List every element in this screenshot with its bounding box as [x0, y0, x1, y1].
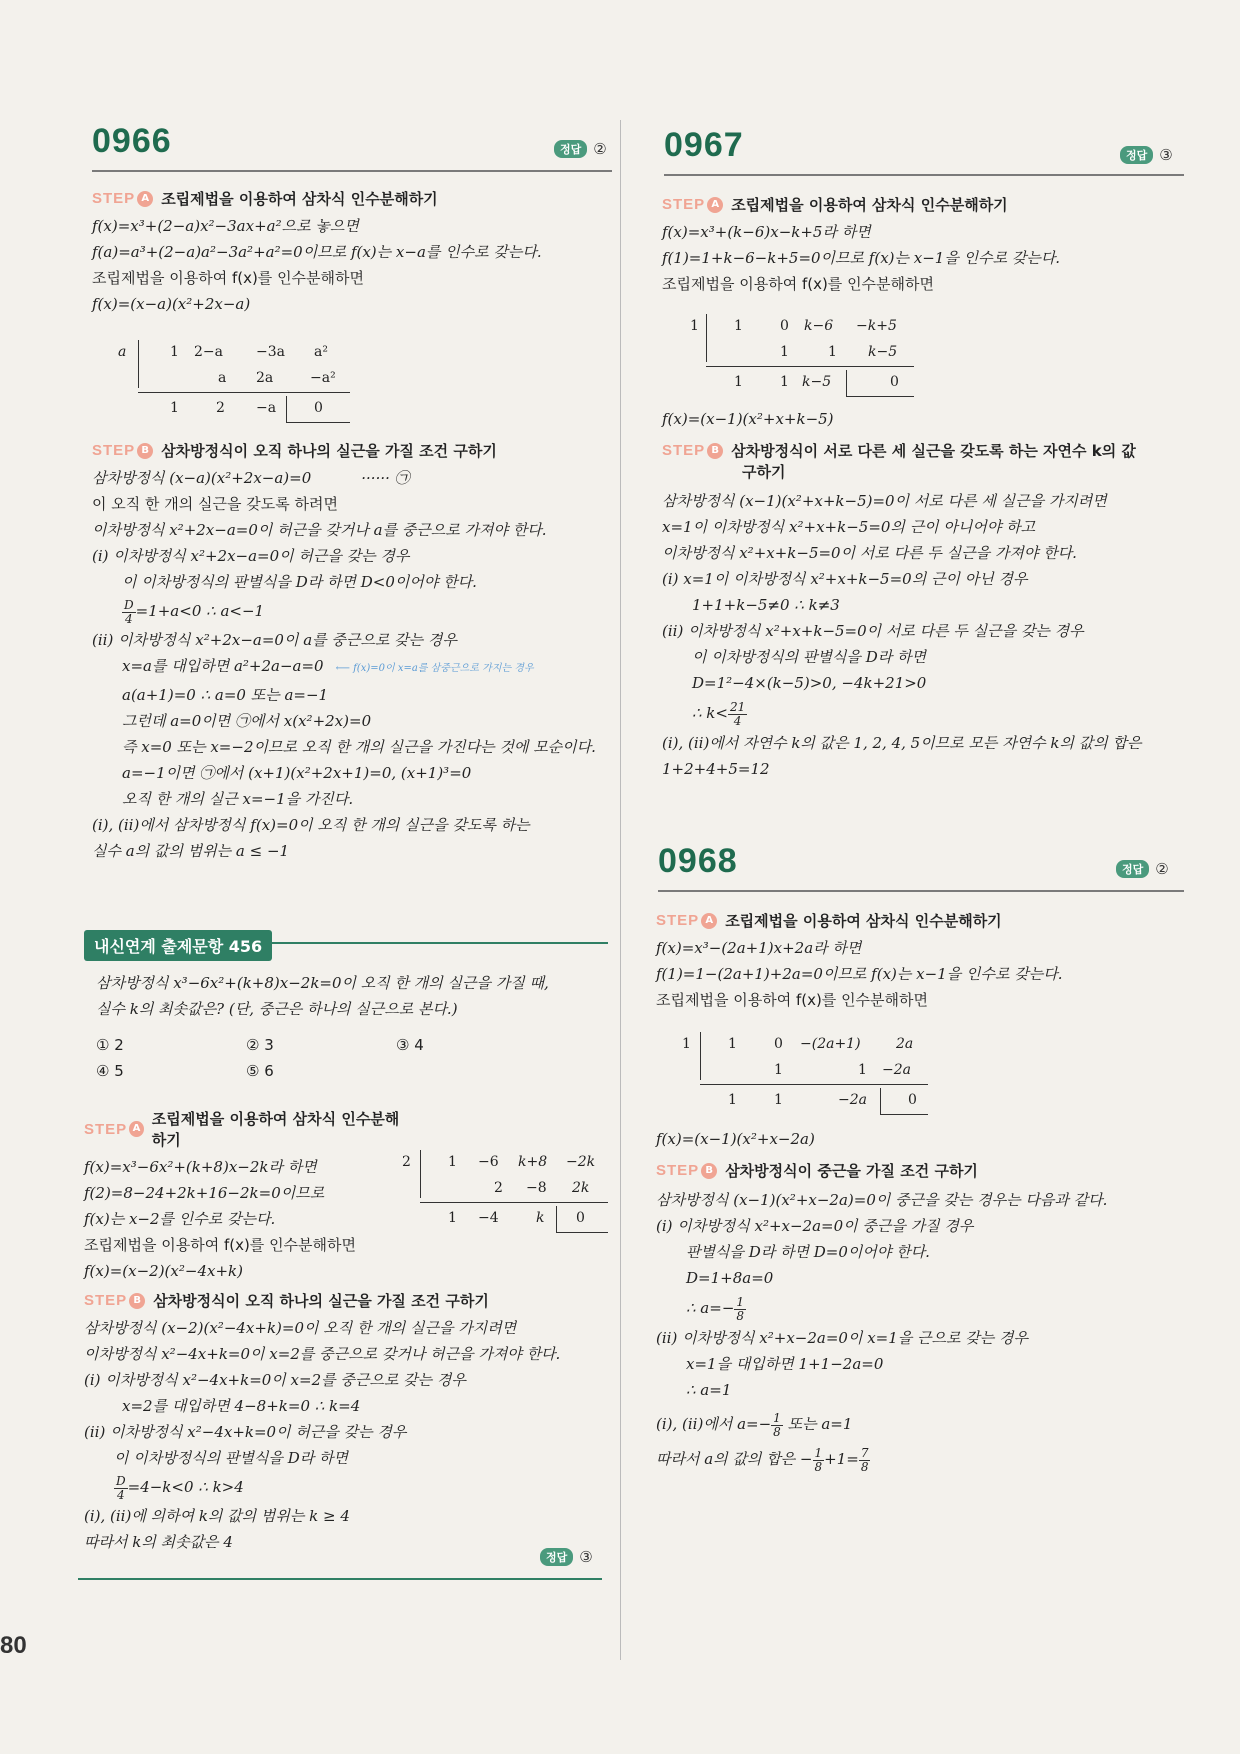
step-b-heading: [92, 440, 612, 461]
line: x=1이 이차방정식 x²+x+k−5=0의 근이 아니어야 하고: [662, 518, 1036, 536]
synth-root: 2: [402, 1154, 411, 1170]
answer-value: ③: [579, 1548, 593, 1566]
fraction-denominator: 4: [124, 611, 133, 626]
synth-cell: 1: [170, 344, 179, 360]
line: =4−k<0 ∴ k>4: [127, 1478, 244, 1496]
step-title: 삼차방정식이 서로 다른 세 실근을 갖도록 하는 자연수 k의 값: [731, 442, 1136, 460]
solution-0966-step-b: [92, 440, 612, 864]
line: f(1)=1+k−6−k+5=0이므로 f(x)는 x−1을 인수로 갖는다.: [662, 249, 1061, 267]
fraction-numerator: D: [116, 1473, 126, 1488]
step-letter: A: [137, 191, 153, 207]
line: 판별식을 D라 하면 D=0이어야 한다.: [686, 1243, 930, 1261]
line: f(x)=x³−6x²+(k+8)x−2k라 하면: [84, 1158, 317, 1176]
step-label: STEP: [662, 442, 706, 459]
answer-value: ②: [593, 140, 607, 158]
synth-cell: 0: [774, 1036, 783, 1052]
line: 이차방정식 x²−4x+k=0이 x=2를 중근으로 갖거나 허근을 가져야 한다.: [84, 1345, 561, 1363]
line: 조립제법을 이용하여 f(x)를 인수분해하면: [92, 269, 365, 287]
line: (ⅰ) 이차방정식 x²+x−2a=0이 중근을 가질 경우: [656, 1217, 974, 1235]
line: f(x)=(x−1)(x²+x+k−5): [662, 410, 834, 428]
line: D=1+8a=0: [686, 1269, 774, 1287]
synth-cell: k−5: [802, 374, 832, 390]
step-b-heading: [656, 1160, 1196, 1181]
line: 삼차방정식 (x−a)(x²+2x−a)=0: [92, 469, 312, 487]
synth-cell: −3a: [256, 344, 285, 360]
step-label: STEP: [656, 1162, 700, 1179]
fraction-numerator: 1: [773, 1410, 781, 1425]
line: 1+1+k−5≠0 ∴ k≠3: [692, 596, 840, 614]
synth-cell: −k+5: [856, 318, 897, 334]
fraction-denominator: 8: [736, 1308, 745, 1323]
line: D=1²−4×(k−5)>0, −4k+21>0: [692, 674, 927, 692]
synth-cell: 2−a: [194, 344, 223, 360]
step-letter: B: [137, 443, 153, 459]
header-rule: [92, 170, 612, 172]
line: x=2를 대입하면 4−8+k=0 ∴ k=4: [122, 1397, 361, 1415]
line: +1=: [824, 1450, 859, 1468]
line: (ⅱ) 이차방정식 x²−4x+k=0이 허근을 갖는 경우: [84, 1423, 407, 1441]
synth-cell: 1: [728, 1036, 737, 1052]
line: 따라서 a의 값의 합은 −: [656, 1450, 813, 1468]
synth-cell: k−5: [868, 344, 898, 360]
synth-cell: 2: [216, 400, 225, 416]
line: 이 이차방정식의 판별식을 D라 하면: [692, 648, 926, 666]
synth-cell: 1: [170, 400, 179, 416]
line: 또는 a=1: [782, 1415, 853, 1433]
line: f(x)=x³+(k−6)x−k+5라 하면: [662, 223, 871, 241]
line: 조립제법을 이용하여 f(x)를 인수분해하면: [662, 275, 935, 293]
step-title: 삼차방정식이 오직 하나의 실근을 가질 조건 구하기: [161, 442, 497, 460]
line: 이 오직 한 개의 실근을 갖도록 하려면: [92, 495, 338, 513]
line: x=a를 대입하면 a²+2a−a=0: [122, 657, 324, 675]
step-title: 조립제법을 이용하여 삼차식 인수분해하기: [731, 196, 1008, 214]
problem-number-0968: 0968: [658, 842, 738, 880]
equation-tag: ······ ㉠: [361, 469, 410, 487]
choice-2: ② 3: [246, 1036, 274, 1054]
fraction-denominator: 4: [733, 713, 742, 728]
choice-4: ④ 5: [96, 1062, 124, 1080]
synth-root: 1: [682, 1036, 691, 1052]
line: f(x)=(x−a)(x²+2x−a): [92, 295, 251, 313]
question-line: 실수 k의 최솟값은? (단, 중근은 하나의 실근으로 본다.): [96, 1000, 458, 1018]
synth-cell: −(2a+1): [800, 1036, 861, 1052]
section-end-rule: [78, 1578, 602, 1580]
synth-cell: 2k: [572, 1180, 590, 1196]
solution-0968-step-b: [656, 1126, 1196, 1477]
line: 이차방정식 x²+x+k−5=0이 서로 다른 두 실근을 가져야 한다.: [662, 544, 1077, 562]
fraction-denominator: 8: [773, 1424, 781, 1439]
synth-cell: k+8: [518, 1154, 548, 1170]
synth-cell: −2k: [566, 1154, 596, 1170]
line: a(a+1)=0 ∴ a=0 또는 a=−1: [122, 686, 329, 704]
synth-cell: 1: [728, 1092, 737, 1108]
line: f(x)=x³−(2a+1)x+2a라 하면: [656, 939, 862, 957]
synth-cell: a: [218, 370, 227, 386]
synth-cell: −8: [526, 1180, 547, 1196]
line: (ⅰ) x=1이 이차방정식 x²+x+k−5=0의 근이 아닌 경우: [662, 570, 1028, 588]
line: 실수 a의 값의 범위는 a ≤ −1: [92, 842, 290, 860]
step-b-heading: [662, 440, 1202, 461]
synthetic-division-0968: [682, 1032, 932, 1122]
line: f(x)=x³+(2−a)x²−3ax+a²으로 놓으면: [92, 217, 359, 235]
answer-0968: [1116, 860, 1169, 878]
answer-badge: 정답: [1120, 146, 1153, 164]
synthetic-division-0966: [118, 340, 358, 430]
linked-problem-banner: 내신연계 출제문항 456: [84, 930, 272, 961]
line: f(x)=(x−2)(x²−4x+k): [84, 1262, 243, 1280]
synth-cell: k: [536, 1210, 545, 1226]
line: f(x)=(x−1)(x²+x−2a): [656, 1130, 815, 1148]
fraction-numerator: 7: [860, 1445, 869, 1460]
synth-cell: 1: [774, 1062, 783, 1078]
answer-badge: 정답: [1116, 860, 1149, 878]
synthetic-division-456: [400, 1150, 610, 1240]
step-label: STEP: [92, 442, 136, 459]
step-title: 조립제법을 이용하여 삼차식 인수분해하기: [725, 912, 1002, 930]
synth-cell: a²: [314, 344, 328, 360]
line: 이 이차방정식의 판별식을 D라 하면: [114, 1449, 348, 1467]
line: 오직 한 개의 실근 x=−1을 가진다.: [122, 790, 354, 808]
step-title: 구하기: [742, 463, 786, 481]
step-letter: A: [701, 913, 717, 929]
line: ∴ a=1: [686, 1381, 732, 1399]
step-label: STEP: [656, 912, 700, 929]
synth-root: a: [118, 344, 127, 360]
choices-row-2: [96, 1058, 606, 1084]
line: (ⅰ), (ⅱ)에 의하여 k의 값의 범위는 k ≥ 4: [84, 1507, 350, 1525]
choices-row-1: [96, 1032, 606, 1058]
choice-1: ① 2: [96, 1036, 124, 1054]
synth-cell: 1: [780, 344, 789, 360]
step-b-heading-cont: [662, 461, 1202, 482]
answer-value: ②: [1155, 860, 1169, 878]
line: (ⅰ), (ⅱ)에서 삼차방정식 f(x)=0이 오직 한 개의 실근을 갖도록 하는: [92, 816, 530, 834]
line: (ⅱ) 이차방정식 x²+2x−a=0이 a를 중근으로 갖는 경우: [92, 631, 457, 649]
synthetic-division-0967: [690, 314, 920, 404]
synth-cell: −2a: [838, 1092, 867, 1108]
synth-cell: 2a: [256, 370, 274, 386]
line: 1+2+4+5=12: [662, 760, 770, 778]
line: 즉 x=0 또는 x=−2이므로 오직 한 개의 실근을 가진다는 것에 모순이다.: [122, 738, 596, 756]
step-letter: A: [707, 197, 723, 213]
synth-cell: −2a: [882, 1062, 911, 1078]
answer-value: ③: [1159, 146, 1173, 164]
step-label: STEP: [84, 1292, 128, 1309]
line: (ⅰ) 이차방정식 x²+2x−a=0이 허근을 갖는 경우: [92, 547, 410, 565]
fraction-numerator: 21: [729, 699, 746, 714]
line: a=−1이면 ㉠에서 (x+1)(x²+2x+1)=0, (x+1)³=0: [122, 764, 472, 782]
line: 이차방정식 x²+2x−a=0이 허근을 갖거나 a를 중근으로 가져야 한다.: [92, 521, 547, 539]
line: f(x)는 x−2를 인수로 갖는다.: [84, 1210, 276, 1228]
fraction-numerator: 1: [736, 1294, 745, 1309]
synth-cell: 0: [890, 374, 899, 390]
line: 삼차방정식 (x−1)(x²+x+k−5)=0이 서로 다른 세 실근을 가지려면: [662, 492, 1107, 510]
step-label: STEP: [84, 1120, 128, 1138]
synth-cell: 0: [314, 400, 323, 416]
synth-cell: 1: [448, 1154, 457, 1170]
synth-cell: −4: [478, 1210, 499, 1226]
solution-456-step-a: [84, 1108, 404, 1284]
choice-3: ③ 4: [396, 1036, 424, 1054]
step-letter: A: [129, 1121, 144, 1137]
page-number: 80: [0, 1632, 27, 1659]
synth-cell: 1: [858, 1062, 867, 1078]
solution-456-step-b: [84, 1290, 604, 1555]
step-label: STEP: [662, 196, 706, 213]
step-title: 삼차방정식이 중근을 가질 조건 구하기: [725, 1162, 978, 1180]
fraction-numerator: 1: [814, 1445, 823, 1460]
line: 삼차방정식 (x−2)(x²−4x+k)=0이 오직 한 개의 실근을 가지려면: [84, 1319, 517, 1337]
step-title: 조립제법을 이용하여 삼차식 인수분해하기: [151, 1110, 400, 1149]
fraction-numerator: D: [124, 597, 134, 612]
step-letter: B: [707, 443, 723, 459]
synth-cell: 1: [780, 374, 789, 390]
step-b-heading: [84, 1290, 604, 1311]
solution-0966: [92, 188, 612, 317]
step-a-heading: [92, 188, 612, 209]
step-letter: B: [129, 1293, 145, 1309]
line: f(1)=1−(2a+1)+2a=0이므로 f(x)는 x−1을 인수로 갖는다.: [656, 965, 1063, 983]
answer-456: [540, 1548, 593, 1566]
answer-badge: 정답: [540, 1548, 573, 1566]
synth-cell: 1: [774, 1092, 783, 1108]
line: (ⅰ), (ⅱ)에서 자연수 k의 값은 1, 2, 4, 5이므로 모든 자연수 k의 값의 합은: [662, 734, 1142, 752]
synth-cell: k−6: [804, 318, 834, 334]
line: 이 이차방정식의 판별식을 D라 하면 D<0이어야 한다.: [122, 573, 477, 591]
problem-number-0967: 0967: [664, 126, 744, 164]
header-rule: [664, 174, 1184, 176]
line: 따라서 k의 최솟값은 4: [84, 1533, 233, 1551]
line: 조립제법을 이용하여 f(x)를 인수분해하면: [656, 991, 929, 1009]
step-title: 삼차방정식이 오직 하나의 실근을 가질 조건 구하기: [153, 1292, 489, 1310]
column-divider: [620, 120, 621, 1660]
line: f(a)=a³+(2−a)a²−3a²+a²=0이므로 f(x)는 x−a를 인수로 갖는다.: [92, 243, 542, 261]
synth-cell: 1: [448, 1210, 457, 1226]
step-title: 조립제법을 이용하여 삼차식 인수분해하기: [161, 190, 438, 208]
line: (ⅰ) 이차방정식 x²−4x+k=0이 x=2를 중근으로 갖는 경우: [84, 1371, 466, 1389]
side-note: ⟵ f(x)=0이 x=a를 삼중근으로 가지는 경우: [335, 663, 534, 674]
synth-cell: 0: [576, 1210, 585, 1226]
line: (ⅰ), (ⅱ)에서 a=−: [656, 1415, 772, 1433]
header-rule: [658, 890, 1184, 892]
line: 조립제법을 이용하여 f(x)를 인수분해하면: [84, 1236, 357, 1254]
line: (ⅱ) 이차방정식 x²+x−2a=0이 x=1을 근으로 갖는 경우: [656, 1329, 1029, 1347]
line: 삼차방정식 (x−1)(x²+x−2a)=0이 중근을 갖는 경우는 다음과 같다.: [656, 1191, 1108, 1209]
step-label: STEP: [92, 190, 136, 207]
synth-cell: 1: [734, 374, 743, 390]
line: ∴ a=−: [686, 1299, 735, 1317]
synth-cell: −a²: [310, 370, 336, 386]
fraction-denominator: 8: [860, 1459, 869, 1474]
step-letter: B: [701, 1163, 717, 1179]
synth-cell: 2a: [896, 1036, 914, 1052]
step-a-heading: [662, 194, 1202, 215]
step-a-heading: [84, 1108, 404, 1150]
line: x=1을 대입하면 1+1−2a=0: [686, 1355, 884, 1373]
synth-cell: −a: [256, 400, 277, 416]
fraction-denominator: 4: [116, 1487, 125, 1502]
synth-root: 1: [690, 318, 699, 334]
line: =1+a<0 ∴ a<−1: [135, 602, 265, 620]
fraction-denominator: 8: [814, 1459, 823, 1474]
line: 그런데 a=0이면 ㉠에서 x(x²+2x)=0: [122, 712, 372, 730]
synth-cell: 0: [780, 318, 789, 334]
synth-cell: 2: [494, 1180, 503, 1196]
answer-badge: 정답: [554, 140, 587, 158]
solution-0968: [656, 910, 1196, 1013]
question-line: 삼차방정식 x³−6x²+(k+8)x−2k=0이 오직 한 개의 실근을 가질 때,: [96, 974, 549, 992]
line: (ⅱ) 이차방정식 x²+x+k−5=0이 서로 다른 두 실근을 갖는 경우: [662, 622, 1084, 640]
step-a-heading: [656, 910, 1196, 931]
synth-cell: 1: [828, 344, 837, 360]
problem-number-0966: 0966: [92, 122, 172, 160]
synth-cell: 0: [908, 1092, 917, 1108]
answer-0966: [554, 140, 607, 158]
answer-0967: [1120, 146, 1173, 164]
synth-cell: 1: [734, 318, 743, 334]
solution-0967: [662, 194, 1202, 297]
choice-5: ⑤ 6: [246, 1062, 274, 1080]
solution-0967-step-b: [662, 406, 1202, 782]
line: f(2)=8−24+2k+16−2k=0이므로: [84, 1184, 325, 1202]
synth-cell: −6: [478, 1154, 499, 1170]
line: ∴ k<: [692, 704, 728, 722]
linked-problem-456: [96, 970, 606, 1084]
